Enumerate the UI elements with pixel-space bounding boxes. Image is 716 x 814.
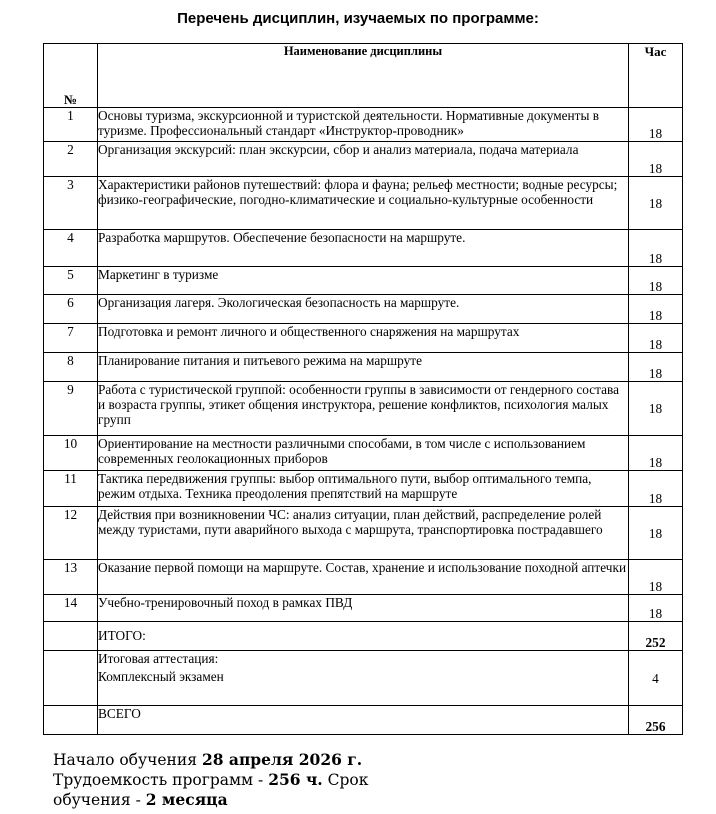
row-name: Характеристики районов путешествий: флора и фауна; рельеф местности; водные ресурсы; физико-географические, погодно-климатические и социально-культурные особенности <box>98 177 629 230</box>
row-hours: 18 <box>629 507 683 560</box>
row-num: 11 <box>44 471 98 507</box>
row-name: Учебно-тренировочный поход в рамках ПВД <box>98 595 629 622</box>
duration-value: 2 месяца <box>145 790 228 809</box>
row-name: Организация лагеря. Экологическая безопасность на маршруте. <box>98 295 629 324</box>
attestation-line2: Комплексный экзамен <box>98 669 224 684</box>
total-num-cell <box>44 622 98 651</box>
row-name: Маркетинг в туризме <box>98 267 629 295</box>
row-num: 3 <box>44 177 98 230</box>
total-hours: 252 <box>629 622 683 651</box>
row-num: 2 <box>44 142 98 177</box>
row-hours: 18 <box>629 436 683 471</box>
total-label: ИТОГО: <box>98 622 629 651</box>
attestation-row <box>44 651 683 706</box>
table-row <box>44 507 683 560</box>
row-num: 10 <box>44 436 98 471</box>
table-row <box>44 324 683 353</box>
start-date: 28 апреля 2026 г. <box>201 750 363 769</box>
row-name: Работа с туристической группой: особенности группы в зависимости от гендерного состава и возраста группы, этикет общения инструктора, решение конфликтов, психология малых групп <box>98 382 629 436</box>
table-row <box>44 382 683 436</box>
page-title: Перечень дисциплин, изучаемых по программе: <box>177 10 539 27</box>
header-hours: Час <box>629 44 683 108</box>
table-row <box>44 560 683 595</box>
row-num: 14 <box>44 595 98 622</box>
row-num: 5 <box>44 267 98 295</box>
row-hours: 18 <box>629 230 683 267</box>
attestation-num-cell <box>44 651 98 706</box>
table-row <box>44 267 683 295</box>
duration-label-part2: обучения - <box>53 791 146 809</box>
row-num: 4 <box>44 230 98 267</box>
attestation-line1: Итоговая аттестация: <box>98 651 219 666</box>
row-name: Действия при возникновении ЧС: анализ ситуации, план действий, распределение ролей между туристами, пути аварийного выхода с маршрута, транспортировка пострадавшего <box>98 507 629 560</box>
row-num: 9 <box>44 382 98 436</box>
row-name: Оказание первой помощи на маршруте. Состав, хранение и использование походной аптечки <box>98 560 629 595</box>
row-hours: 18 <box>629 353 683 382</box>
table-row <box>44 177 683 230</box>
row-hours: 18 <box>629 471 683 507</box>
row-num: 7 <box>44 324 98 353</box>
row-num: 1 <box>44 108 98 142</box>
table-header-row <box>44 44 683 108</box>
row-name: Разработка маршрутов. Обеспечение безопасности на маршруте. <box>98 230 629 267</box>
row-hours: 18 <box>629 295 683 324</box>
grand-total-label: ВСЕГО <box>98 706 629 735</box>
attestation-label <box>98 651 629 706</box>
table-row <box>44 595 683 622</box>
row-name: Подготовка и ремонт личного и общественного снаряжения на маршрутах <box>98 324 629 353</box>
row-hours: 18 <box>629 382 683 436</box>
row-hours: 18 <box>629 108 683 142</box>
row-hours: 18 <box>629 142 683 177</box>
table-row <box>44 353 683 382</box>
effort-label: Трудоемкость программ - <box>53 771 269 789</box>
row-name: Организация экскурсий: план экскурсии, сбор и анализ материала, подача материала <box>98 142 629 177</box>
table-row <box>44 142 683 177</box>
table-row <box>44 230 683 267</box>
row-name: Тактика передвижения группы: выбор оптимального пути, выбор оптимального темпа, режим отдыха. Техника преодоления препятствий на маршруте <box>98 471 629 507</box>
row-name: Основы туризма, экскурсионной и туристской деятельности. Нормативные документы в туризме. Профессиональный стандарт «Инструктор-проводник» <box>98 108 629 142</box>
header-name: Наименование дисциплины <box>98 44 629 108</box>
start-line <box>53 750 368 770</box>
row-hours: 18 <box>629 595 683 622</box>
duration-line <box>53 790 368 810</box>
effort-line <box>53 770 368 790</box>
table-row <box>44 295 683 324</box>
table-row <box>44 108 683 142</box>
effort-value: 256 ч. <box>268 770 323 789</box>
total-row <box>44 622 683 651</box>
grand-total-num-cell <box>44 706 98 735</box>
grand-total-hours: 256 <box>629 706 683 735</box>
row-num: 6 <box>44 295 98 324</box>
duration-label-part1: Срок <box>322 771 369 789</box>
grand-total-row <box>44 706 683 735</box>
row-name: Ориентирование на местности различными способами, в том числе с использованием современных геолокационных приборов <box>98 436 629 471</box>
table-row <box>44 436 683 471</box>
start-label: Начало обучения <box>53 751 202 769</box>
row-hours: 18 <box>629 267 683 295</box>
row-num: 13 <box>44 560 98 595</box>
row-num: 8 <box>44 353 98 382</box>
row-name: Планирование питания и питьевого режима на маршруте <box>98 353 629 382</box>
row-num: 12 <box>44 507 98 560</box>
table-row <box>44 471 683 507</box>
attestation-hours: 4 <box>629 651 683 706</box>
row-hours: 18 <box>629 560 683 595</box>
row-hours: 18 <box>629 324 683 353</box>
row-hours: 18 <box>629 177 683 230</box>
header-num: № <box>44 44 98 108</box>
footer-info <box>53 750 368 810</box>
disciplines-table <box>43 43 683 735</box>
